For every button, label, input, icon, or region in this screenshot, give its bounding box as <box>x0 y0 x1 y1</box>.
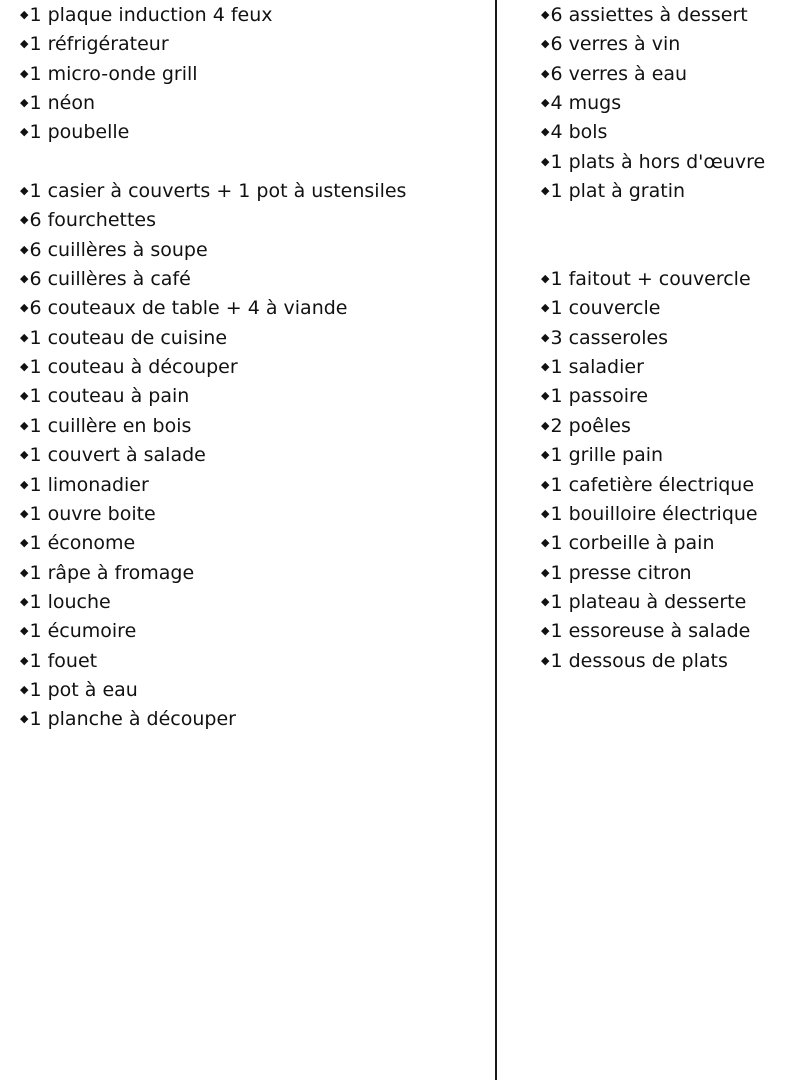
list-item: ◆1 casier à couverts + 1 pot à ustensiles <box>20 176 490 205</box>
bullet-icon: ◆ <box>541 37 550 51</box>
bullet-icon: ◆ <box>20 448 29 462</box>
list-item: ◆1 corbeille à pain <box>541 528 796 557</box>
list-item: ◆1 limonadier <box>20 470 490 499</box>
bullet-icon: ◆ <box>20 360 29 374</box>
list-item: ◆1 pot à eau <box>20 675 490 704</box>
bullet-icon: ◆ <box>20 418 29 432</box>
list-item: ◆1 plateau à desserte <box>541 587 796 616</box>
list-item: ◆1 cuillère en bois <box>20 411 490 440</box>
list-item: ◆1 réfrigérateur <box>20 29 490 58</box>
bullet-icon: ◆ <box>20 565 29 579</box>
list-item: ◆1 dessous de plats <box>541 646 796 675</box>
bullet-icon: ◆ <box>20 653 29 667</box>
bullet-icon: ◆ <box>20 213 29 227</box>
bullet-icon: ◆ <box>541 272 550 286</box>
bullet-icon: ◆ <box>541 360 550 374</box>
list-item: ◆1 plat à gratin <box>541 176 796 205</box>
list-item: ◆1 plats à hors d'œuvre <box>541 147 796 176</box>
bullet-icon: ◆ <box>20 242 29 256</box>
list-item: ◆6 couteaux de table + 4 à viande <box>20 293 490 322</box>
list-item: ◆1 râpe à fromage <box>20 558 490 587</box>
bullet-icon: ◆ <box>20 477 29 491</box>
bullet-icon: ◆ <box>541 448 550 462</box>
bullet-icon: ◆ <box>541 96 550 110</box>
list-item: ◆6 fourchettes <box>20 205 490 234</box>
list-item: ◆6 assiettes à dessert <box>541 0 796 29</box>
list-item: ◆6 verres à vin <box>541 29 796 58</box>
bullet-icon: ◆ <box>20 624 29 638</box>
bullet-icon: ◆ <box>20 37 29 51</box>
bullet-icon: ◆ <box>20 301 29 315</box>
list-item: ◆1 couteau de cuisine <box>20 323 490 352</box>
list-item: ◆1 planche à découper <box>20 704 490 733</box>
list-item: ◆3 casseroles <box>541 323 796 352</box>
list-item: ◆1 passoire <box>541 381 796 410</box>
bullet-icon: ◆ <box>541 565 550 579</box>
bullet-icon: ◆ <box>20 506 29 520</box>
bullet-icon: ◆ <box>20 184 29 198</box>
bullet-icon: ◆ <box>20 125 29 139</box>
list-item: ◆1 bouilloire électrique <box>541 499 796 528</box>
list-item: ◆1 écumoire <box>20 616 490 645</box>
list-item: ◆1 presse citron <box>541 558 796 587</box>
bullet-icon: ◆ <box>20 66 29 80</box>
list-item: ◆1 néon <box>20 88 490 117</box>
bullet-icon: ◆ <box>541 330 550 344</box>
list-item: ◆6 cuillères à café <box>20 264 490 293</box>
list-item: ◆1 cafetière électrique <box>541 470 796 499</box>
bullet-icon: ◆ <box>20 272 29 286</box>
left-inventory-column <box>20 0 490 734</box>
list-item: ◆1 couvert à salade <box>20 440 490 469</box>
bullet-icon: ◆ <box>20 682 29 696</box>
list-item: ◆6 cuillères à soupe <box>20 235 490 264</box>
bullet-icon: ◆ <box>20 536 29 550</box>
list-item: ◆2 poêles <box>541 411 796 440</box>
right-inventory-column <box>541 0 796 675</box>
list-item: ◆4 mugs <box>541 88 796 117</box>
bullet-icon: ◆ <box>541 125 550 139</box>
bullet-icon: ◆ <box>20 96 29 110</box>
bullet-icon: ◆ <box>20 8 29 21</box>
bullet-icon: ◆ <box>541 301 550 315</box>
list-item: ◆1 grille pain <box>541 440 796 469</box>
bullet-icon: ◆ <box>541 506 550 520</box>
list-item: ◆1 louche <box>20 587 490 616</box>
list-item: ◆1 couteau à pain <box>20 381 490 410</box>
bullet-icon: ◆ <box>20 389 29 403</box>
bullet-icon: ◆ <box>541 8 550 21</box>
list-item: ◆1 couteau à découper <box>20 352 490 381</box>
list-item: ◆1 couvercle <box>541 293 796 322</box>
column-divider <box>495 0 497 1080</box>
list-item: ◆1 essoreuse à salade <box>541 616 796 645</box>
bullet-icon: ◆ <box>541 594 550 608</box>
list-item: ◆6 verres à eau <box>541 59 796 88</box>
bullet-icon: ◆ <box>541 536 550 550</box>
bullet-icon: ◆ <box>20 712 29 726</box>
list-item: ◆1 ouvre boite <box>20 499 490 528</box>
list-item: ◆1 économe <box>20 528 490 557</box>
bullet-icon: ◆ <box>541 653 550 667</box>
bullet-icon: ◆ <box>541 389 550 403</box>
bullet-icon: ◆ <box>541 66 550 80</box>
list-item: ◆1 saladier <box>541 352 796 381</box>
bullet-icon: ◆ <box>541 154 550 168</box>
list-item: ◆4 bols <box>541 117 796 146</box>
list-item: ◆1 plaque induction 4 feux <box>20 0 490 29</box>
bullet-icon: ◆ <box>541 477 550 491</box>
list-item: ◆1 faitout + couvercle <box>541 264 796 293</box>
bullet-icon: ◆ <box>20 330 29 344</box>
list-item: ◆1 fouet <box>20 646 490 675</box>
list-item: ◆1 poubelle <box>20 117 490 146</box>
bullet-icon: ◆ <box>541 418 550 432</box>
list-item: ◆1 micro-onde grill <box>20 59 490 88</box>
bullet-icon: ◆ <box>541 184 550 198</box>
bullet-icon: ◆ <box>20 594 29 608</box>
bullet-icon: ◆ <box>541 624 550 638</box>
